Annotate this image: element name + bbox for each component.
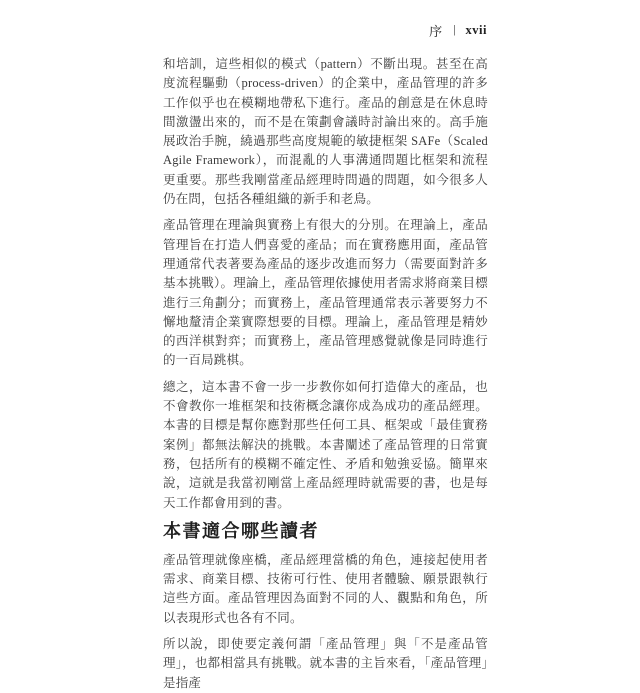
chapter-label: 序 bbox=[429, 24, 444, 39]
body-paragraph: 總之，這本書不會一步一步教你如何打造偉大的產品，也不會教你一堆框架和技術概念讓你成為成功的產品經理。本書的目標是幫你應對那些任何工具、框架或「最佳實務案例」都無法解決的挑戰。本書闡述了產品管理的日常實務，包括所有的模糊不確定性、矛盾和勉強妥協。簡單來說，這就是我當初剛當上產品經理時就需要的書，也是每天工作都會用到的書。 bbox=[163, 379, 488, 510]
body-paragraph: 所以說，即使要定義何謂「產品管理」與「不是產品管理」，也都相當具有挑戰。就本書的主旨來看，「產品管理」是指產 bbox=[163, 637, 488, 690]
running-header bbox=[429, 21, 487, 40]
body-paragraph: 產品管理在理論與實務上有很大的分別。在理論上，產品管理旨在打造人們喜愛的產品；而在實務應用面，產品管理通常代表著要為產品的逐步改進而努力（需要面對許多基本挑戰）。理論上，產品管理依據使用者需求將商業目標進行三角劃分；而實務上，產品管理通常表示著要努力不懈地釐清企業實際想要的目標。理論上，產品管理是精妙的西洋棋對弈；而實務上，產品管理感覺就像是同時進行的一百局跳棋。 bbox=[163, 218, 488, 368]
section-heading: 本書適合哪些讀者 bbox=[163, 520, 319, 541]
body-paragraph: 和培訓，這些相似的模式（pattern）不斷出現。甚至在高度流程驅動（process-driven）的企業中，產品管理的許多工作似乎也在模糊地帶私下進行。產品的創意是在休息時間激盪出來的，而不是在策劃會議時討論出來的。高手施展政治手腕，繞過那些高度規範的敏捷框架 SAFe（Scaled Agile Framework），而混亂的人事溝通問題比框架和流程更重要。那些我剛當產品經理時問過的問題，如今很多人仍在問，包括各種組織的新手和老鳥。 bbox=[163, 57, 488, 207]
page-content bbox=[163, 55, 488, 693]
page-number: xvii bbox=[465, 23, 487, 37]
header-separator: | bbox=[453, 22, 456, 36]
body-paragraph: 產品管理就像座橋，產品經理當橋的角色，連接起使用者需求、商業目標、技術可行性、使用者體驗、願景跟執行這些方面。產品管理因為面對不同的人、觀點和角色，所以表現形式也各有不同。 bbox=[163, 552, 488, 625]
